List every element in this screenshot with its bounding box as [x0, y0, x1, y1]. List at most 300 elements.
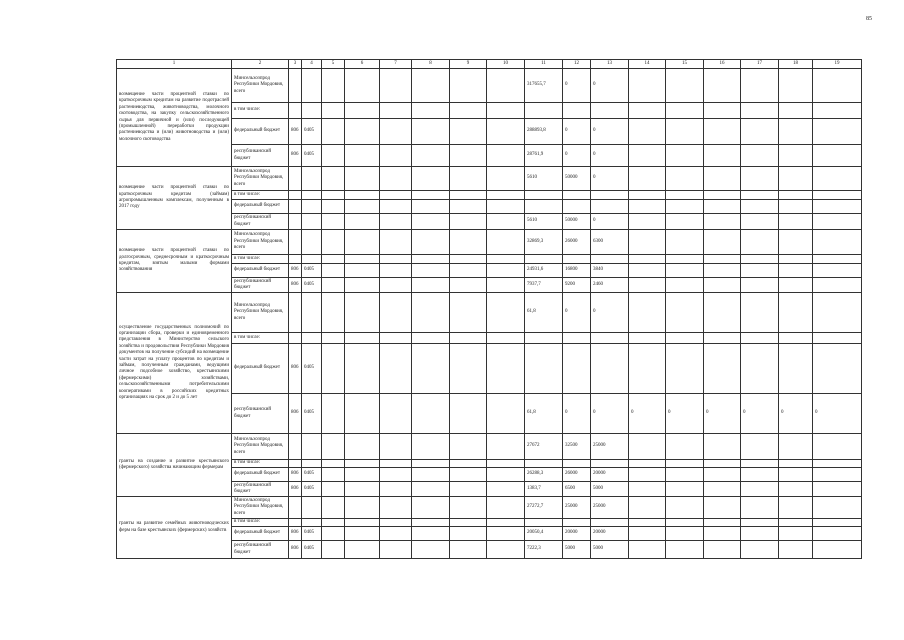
value-col12: 0 [563, 119, 591, 145]
empty-cell [487, 482, 525, 497]
header-cell: 17 [741, 60, 779, 69]
section-code [302, 214, 322, 230]
empty-cell [813, 264, 862, 278]
empty-cell [380, 214, 412, 230]
empty-cell [345, 519, 380, 527]
grbs-code [289, 333, 302, 344]
section-code: 0405 [302, 468, 322, 482]
empty-cell [487, 278, 525, 293]
empty-cell [380, 191, 412, 200]
empty-cell [704, 200, 741, 214]
empty-cell [813, 278, 862, 293]
empty-cell [322, 278, 345, 293]
empty-cell [779, 527, 813, 541]
empty-cell [380, 255, 412, 264]
empty-cell [704, 293, 741, 333]
empty-cell [741, 293, 779, 333]
funding-source: в том числе: [232, 103, 289, 119]
empty-cell [666, 69, 704, 103]
funding-source: Минсельхозпрод Республики Мордовия, всего [232, 230, 289, 255]
funding-source: Минсельхозпрод Республики Мордовия, всего [232, 434, 289, 460]
empty-cell [704, 482, 741, 497]
empty-cell [380, 200, 412, 214]
empty-cell [322, 200, 345, 214]
header-cell: 5 [322, 60, 345, 69]
empty-cell [412, 278, 450, 293]
value-col16: 0 [704, 394, 741, 434]
value-col12 [563, 191, 591, 200]
section-code [302, 167, 322, 191]
empty-cell [345, 145, 380, 167]
page-number: 85 [866, 16, 872, 22]
empty-cell [629, 482, 666, 497]
empty-cell [322, 344, 345, 394]
empty-cell [813, 255, 862, 264]
empty-cell [779, 200, 813, 214]
header-cell: 9 [450, 60, 487, 69]
empty-cell [629, 460, 666, 468]
funding-source: в том числе: [232, 191, 289, 200]
value-col13: 0 [591, 293, 629, 333]
empty-cell [450, 519, 487, 527]
value-col12: 0 [563, 69, 591, 103]
empty-cell [487, 255, 525, 264]
empty-cell [380, 293, 412, 333]
empty-cell [322, 434, 345, 460]
empty-cell [345, 69, 380, 103]
empty-cell [704, 434, 741, 460]
empty-cell [666, 200, 704, 214]
empty-cell [779, 167, 813, 191]
empty-cell [704, 278, 741, 293]
empty-cell [704, 460, 741, 468]
empty-cell [813, 482, 862, 497]
empty-cell [322, 69, 345, 103]
section-code: 0405 [302, 344, 322, 394]
empty-cell [666, 460, 704, 468]
empty-cell [487, 230, 525, 255]
empty-cell [345, 103, 380, 119]
value-col12 [563, 519, 591, 527]
value-col17: 0 [741, 394, 779, 434]
empty-cell [450, 527, 487, 541]
funding-source: в том числе: [232, 255, 289, 264]
empty-cell [380, 119, 412, 145]
empty-cell [487, 497, 525, 519]
empty-cell [779, 119, 813, 145]
funding-source: в том числе: [232, 519, 289, 527]
empty-cell [741, 278, 779, 293]
empty-cell [779, 69, 813, 103]
section-code [302, 460, 322, 468]
empty-cell [813, 69, 862, 103]
empty-cell [629, 69, 666, 103]
grbs-code: 806 [289, 394, 302, 434]
empty-cell [813, 167, 862, 191]
empty-cell [345, 460, 380, 468]
section-code [302, 293, 322, 333]
empty-cell [666, 119, 704, 145]
empty-cell [322, 255, 345, 264]
empty-cell [666, 167, 704, 191]
empty-cell [741, 200, 779, 214]
empty-cell [629, 214, 666, 230]
empty-cell [487, 214, 525, 230]
value-col15: 0 [666, 394, 704, 434]
empty-cell [666, 255, 704, 264]
empty-cell [412, 333, 450, 344]
empty-cell [704, 333, 741, 344]
empty-cell [412, 200, 450, 214]
grbs-code [289, 497, 302, 519]
empty-cell [487, 69, 525, 103]
empty-cell [412, 468, 450, 482]
empty-cell [380, 468, 412, 482]
grbs-code [289, 200, 302, 214]
value-col13: 5000 [591, 482, 629, 497]
empty-cell [779, 103, 813, 119]
empty-cell [345, 482, 380, 497]
empty-cell [487, 293, 525, 333]
empty-cell [629, 519, 666, 527]
funding-source: Минсельхозпрод Республики Мордовия, всего [232, 167, 289, 191]
value-col11 [525, 333, 563, 344]
empty-cell [450, 214, 487, 230]
header-row [117, 60, 862, 69]
value-col11: 26288,3 [525, 468, 563, 482]
section-code [302, 434, 322, 460]
value-col12: 25000 [563, 497, 591, 519]
header-cell: 3 [289, 60, 302, 69]
value-col11: 5610 [525, 167, 563, 191]
funding-source: федеральный бюджет [232, 200, 289, 214]
empty-cell [741, 230, 779, 255]
empty-cell [487, 344, 525, 394]
empty-cell [380, 69, 412, 103]
value-col13 [591, 200, 629, 214]
empty-cell [779, 434, 813, 460]
empty-cell [629, 119, 666, 145]
grbs-code [289, 167, 302, 191]
empty-cell [813, 527, 862, 541]
empty-cell [704, 145, 741, 167]
empty-cell [666, 264, 704, 278]
header-cell: 7 [380, 60, 412, 69]
funding-source: республиканский бюджет [232, 214, 289, 230]
table-row [117, 497, 862, 519]
empty-cell [345, 264, 380, 278]
empty-cell [629, 434, 666, 460]
empty-cell [741, 497, 779, 519]
empty-cell [450, 460, 487, 468]
empty-cell [487, 200, 525, 214]
empty-cell [487, 167, 525, 191]
empty-cell [629, 191, 666, 200]
empty-cell [322, 519, 345, 527]
empty-cell [322, 191, 345, 200]
value-col13: 3840 [591, 264, 629, 278]
empty-cell [345, 497, 380, 519]
empty-cell [741, 191, 779, 200]
empty-cell [666, 145, 704, 167]
value-col11 [525, 255, 563, 264]
empty-cell [704, 167, 741, 191]
section-code [302, 103, 322, 119]
value-col13: 25000 [591, 434, 629, 460]
empty-cell [450, 119, 487, 145]
empty-cell [813, 230, 862, 255]
empty-cell [412, 527, 450, 541]
empty-cell [813, 497, 862, 519]
value-col13: 0 [591, 145, 629, 167]
value-col11 [525, 519, 563, 527]
empty-cell [813, 214, 862, 230]
value-col11: 1383,7 [525, 482, 563, 497]
empty-cell [380, 167, 412, 191]
empty-cell [813, 541, 862, 559]
empty-cell [741, 214, 779, 230]
empty-cell [666, 541, 704, 559]
empty-cell [741, 468, 779, 482]
empty-cell [450, 255, 487, 264]
empty-cell [450, 434, 487, 460]
empty-cell [741, 119, 779, 145]
empty-cell [322, 541, 345, 559]
value-col13: 25000 [591, 497, 629, 519]
empty-cell [412, 119, 450, 145]
measure-description: гранты на развитие семейных животноводческих ферм на базе крестьянских (фермерских) хозяйств [117, 497, 232, 559]
funding-source: республиканский бюджет [232, 541, 289, 559]
value-col11: 20050,4 [525, 527, 563, 541]
empty-cell [813, 468, 862, 482]
grbs-code [289, 214, 302, 230]
empty-cell [322, 145, 345, 167]
empty-cell [450, 293, 487, 333]
value-col13: 0 [591, 119, 629, 145]
empty-cell [779, 278, 813, 293]
empty-cell [813, 460, 862, 468]
value-col11: 288893,8 [525, 119, 563, 145]
empty-cell [450, 264, 487, 278]
empty-cell [412, 293, 450, 333]
empty-cell [380, 230, 412, 255]
empty-cell [666, 497, 704, 519]
value-col12 [563, 255, 591, 264]
empty-cell [741, 255, 779, 264]
empty-cell [741, 482, 779, 497]
grbs-code [289, 255, 302, 264]
empty-cell [666, 344, 704, 394]
empty-cell [666, 214, 704, 230]
empty-cell [813, 119, 862, 145]
value-col14: 0 [629, 394, 666, 434]
header-cell: 11 [525, 60, 563, 69]
section-code: 0405 [302, 394, 322, 434]
value-col12: 20000 [563, 527, 591, 541]
empty-cell [412, 434, 450, 460]
value-col13: 20000 [591, 468, 629, 482]
grbs-code: 806 [289, 145, 302, 167]
empty-cell [412, 344, 450, 394]
grbs-code: 806 [289, 482, 302, 497]
value-col13 [591, 103, 629, 119]
empty-cell [779, 230, 813, 255]
empty-cell [704, 541, 741, 559]
empty-cell [741, 333, 779, 344]
empty-cell [487, 103, 525, 119]
empty-cell [380, 519, 412, 527]
empty-cell [345, 230, 380, 255]
empty-cell [412, 145, 450, 167]
value-col13: 2460 [591, 278, 629, 293]
empty-cell [629, 333, 666, 344]
value-col12: 50000 [563, 167, 591, 191]
grbs-code [289, 519, 302, 527]
grbs-code: 806 [289, 264, 302, 278]
empty-cell [779, 333, 813, 344]
section-code [302, 230, 322, 255]
empty-cell [704, 214, 741, 230]
empty-cell [345, 293, 380, 333]
empty-cell [813, 519, 862, 527]
empty-cell [629, 167, 666, 191]
empty-cell [380, 344, 412, 394]
empty-cell [779, 145, 813, 167]
section-code: 0405 [302, 145, 322, 167]
empty-cell [813, 434, 862, 460]
empty-cell [629, 103, 666, 119]
empty-cell [629, 293, 666, 333]
empty-cell [345, 344, 380, 394]
header-cell: 4 [302, 60, 322, 69]
empty-cell [412, 191, 450, 200]
empty-cell [629, 344, 666, 394]
empty-cell [487, 394, 525, 434]
empty-cell [629, 278, 666, 293]
empty-cell [487, 460, 525, 468]
empty-cell [779, 497, 813, 519]
empty-cell [813, 344, 862, 394]
value-col11: 61,8 [525, 293, 563, 333]
empty-cell [629, 264, 666, 278]
header-cell: 2 [232, 60, 289, 69]
section-code: 0405 [302, 264, 322, 278]
empty-cell [704, 255, 741, 264]
grbs-code [289, 293, 302, 333]
empty-cell [450, 145, 487, 167]
table-row [117, 230, 862, 255]
empty-cell [487, 434, 525, 460]
funding-source: федеральный бюджет [232, 468, 289, 482]
funding-source: республиканский бюджет [232, 278, 289, 293]
empty-cell [345, 333, 380, 344]
value-col11 [525, 344, 563, 394]
value-col11: 27272,7 [525, 497, 563, 519]
empty-cell [322, 333, 345, 344]
value-col11 [525, 460, 563, 468]
empty-cell [704, 230, 741, 255]
empty-cell [779, 255, 813, 264]
empty-cell [412, 69, 450, 103]
measure-description: возмещение части процентной ставки по краткосрочным кредитам (займам) агропромышленным комплексам, полученным в 2017 году [117, 167, 232, 230]
empty-cell [487, 527, 525, 541]
value-col11 [525, 191, 563, 200]
value-col11: 28761,9 [525, 145, 563, 167]
empty-cell [487, 119, 525, 145]
empty-cell [813, 200, 862, 214]
empty-cell [450, 167, 487, 191]
section-code: 0405 [302, 482, 322, 497]
empty-cell [380, 333, 412, 344]
value-col19: 0 [813, 394, 862, 434]
empty-cell [322, 460, 345, 468]
value-col13 [591, 344, 629, 394]
value-col13: 5000 [591, 541, 629, 559]
empty-cell [487, 264, 525, 278]
empty-cell [380, 482, 412, 497]
measure-description: возмещение части процентной ставки по краткосрочным кредитам на развитие подотраслей растениеводства, животноводства, молочного скотоводства, на закупку сельскохозяйственного сырья для первичной и (или) последующей (промышленной) переработки продукции растениеводства и (или) животноводства и (или) молочного скотоводства [117, 69, 232, 167]
empty-cell [487, 519, 525, 527]
empty-cell [741, 69, 779, 103]
empty-cell [412, 482, 450, 497]
empty-cell [704, 519, 741, 527]
empty-cell [704, 264, 741, 278]
empty-cell [412, 394, 450, 434]
value-col12: 9200 [563, 278, 591, 293]
value-col12: 6500 [563, 482, 591, 497]
funding-source: федеральный бюджет [232, 527, 289, 541]
table-row [117, 293, 862, 333]
empty-cell [666, 333, 704, 344]
empty-cell [629, 527, 666, 541]
empty-cell [629, 255, 666, 264]
value-col12: 26000 [563, 230, 591, 255]
empty-cell [345, 468, 380, 482]
empty-cell [412, 230, 450, 255]
empty-cell [779, 344, 813, 394]
section-code [302, 200, 322, 214]
empty-cell [741, 519, 779, 527]
header-cell: 12 [563, 60, 591, 69]
value-col12 [563, 200, 591, 214]
value-col12: 16800 [563, 264, 591, 278]
empty-cell [345, 200, 380, 214]
empty-cell [322, 264, 345, 278]
value-col11: 24931,6 [525, 264, 563, 278]
grbs-code [289, 230, 302, 255]
empty-cell [412, 264, 450, 278]
measure-description: возмещение части процентной ставки по долгосрочным, среднесрочным и краткосрочным кредитам, взятым малыми формами хозяйствования [117, 230, 232, 293]
value-col11: 5610 [525, 214, 563, 230]
empty-cell [450, 69, 487, 103]
empty-cell [704, 344, 741, 394]
empty-cell [450, 394, 487, 434]
value-col11: 27672 [525, 434, 563, 460]
section-code [302, 255, 322, 264]
value-col12: 0 [563, 145, 591, 167]
empty-cell [704, 527, 741, 541]
empty-cell [380, 434, 412, 460]
empty-cell [322, 482, 345, 497]
empty-cell [813, 293, 862, 333]
empty-cell [450, 333, 487, 344]
empty-cell [779, 541, 813, 559]
empty-cell [779, 191, 813, 200]
header-cell: 15 [666, 60, 704, 69]
empty-cell [322, 394, 345, 434]
empty-cell [813, 191, 862, 200]
value-col18: 0 [779, 394, 813, 434]
